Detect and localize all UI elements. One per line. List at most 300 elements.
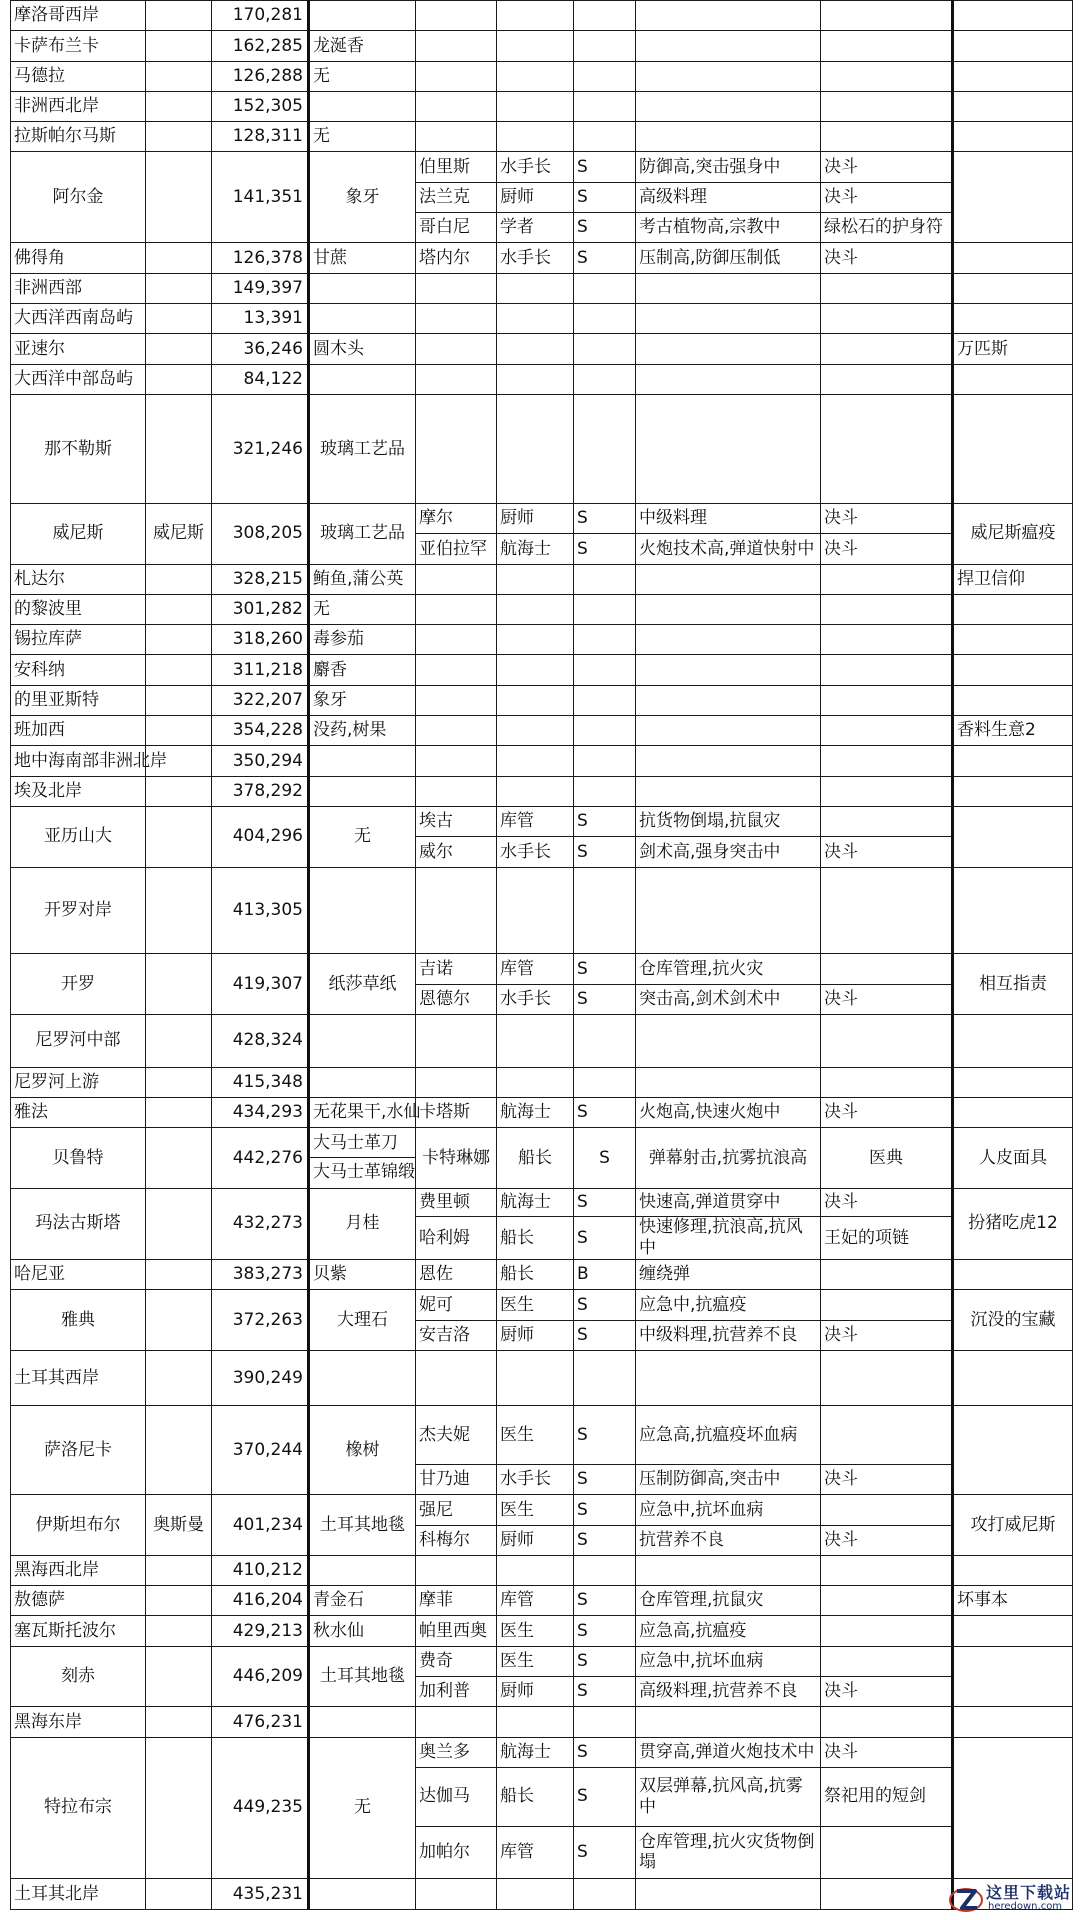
crew-grade-cell <box>574 1 636 31</box>
crew-name-cell: 加利普 <box>416 1677 497 1707</box>
event-cell <box>953 1406 1073 1495</box>
crew-grade-cell: S <box>574 1290 636 1320</box>
population-cell: 311,218 <box>212 655 309 685</box>
crew-role-cell: 航海士 <box>497 1097 574 1127</box>
crew-special-cell <box>821 625 953 655</box>
crew-special-cell <box>821 1259 953 1289</box>
crew-name-cell <box>416 625 497 655</box>
crew-role-cell <box>497 776 574 806</box>
crew-name-cell <box>416 746 497 776</box>
crew-grade-cell <box>574 1707 636 1737</box>
region-cell: 敖德萨 <box>11 1586 146 1616</box>
crew-special-cell: 王妃的项链 <box>821 1217 953 1260</box>
crew-role-cell <box>497 685 574 715</box>
city-cell <box>146 122 212 152</box>
crew-skill-cell: 应急中,抗坏血病 <box>636 1495 821 1525</box>
city-cell <box>146 685 212 715</box>
city-cell <box>146 364 212 394</box>
crew-special-cell: 决斗 <box>821 1464 953 1494</box>
crew-role-cell <box>497 1 574 31</box>
goods-cell: 鲔鱼,蒲公英 <box>309 564 416 594</box>
crew-role-cell: 水手长 <box>497 1464 574 1494</box>
population-cell: 301,282 <box>212 594 309 624</box>
goods-cell: 大理石 <box>309 1290 416 1351</box>
crew-special-cell <box>821 1495 953 1525</box>
crew-name-cell <box>416 1067 497 1097</box>
crew-grade-cell <box>574 334 636 364</box>
region-cell: 阿尔金 <box>11 152 146 243</box>
city-cell <box>146 1350 212 1406</box>
crew-name-cell: 亚伯拉罕 <box>416 534 497 564</box>
region-cell: 玛法古斯塔 <box>11 1188 146 1259</box>
crew-grade-cell: S <box>574 1586 636 1616</box>
table-row <box>11 152 1073 182</box>
crew-role-cell <box>497 716 574 746</box>
crew-name-cell <box>416 594 497 624</box>
table-row <box>11 1097 1073 1127</box>
crew-skill-cell <box>636 1879 821 1910</box>
crew-name-cell: 费奇 <box>416 1646 497 1676</box>
table-row <box>11 1616 1073 1646</box>
crew-skill-cell: 缠绕弹 <box>636 1259 821 1289</box>
crew-special-cell: 决斗 <box>821 182 953 212</box>
goods-line: 大马士革刀 <box>313 1132 398 1153</box>
region-cell: 特拉布宗 <box>11 1737 146 1878</box>
crew-grade-cell: S <box>574 182 636 212</box>
event-cell: 攻打威尼斯 <box>953 1495 1073 1556</box>
crew-name-cell: 强尼 <box>416 1495 497 1525</box>
region-cell: 亚速尔 <box>11 334 146 364</box>
event-cell <box>953 1097 1073 1127</box>
table-row <box>11 1555 1073 1585</box>
crew-skill-cell <box>636 655 821 685</box>
goods-cell: 圆木头 <box>309 334 416 364</box>
crew-special-cell <box>821 1 953 31</box>
crew-skill-cell: 火炮技术高,弹道快射中 <box>636 534 821 564</box>
population-cell: 413,305 <box>212 867 309 954</box>
population-cell: 126,378 <box>212 243 309 273</box>
goods-cell <box>309 364 416 394</box>
city-cell <box>146 1707 212 1737</box>
city-cell <box>146 564 212 594</box>
crew-special-cell <box>821 61 953 91</box>
crew-name-cell: 摩尔 <box>416 503 497 533</box>
city-cell <box>146 61 212 91</box>
city-cell <box>146 31 212 61</box>
crew-grade-cell: S <box>574 1188 636 1216</box>
region-cell: 黑海西北岸 <box>11 1555 146 1585</box>
goods-cell <box>309 1879 416 1910</box>
crew-special-cell: 决斗 <box>821 503 953 533</box>
crew-skill-cell: 贯穿高,弹道火炮技术中 <box>636 1737 821 1767</box>
crew-grade-cell: S <box>574 1217 636 1260</box>
table-row <box>11 806 1073 836</box>
crew-special-cell: 决斗 <box>821 984 953 1014</box>
crew-skill-cell: 仓库管理,抗火灾 <box>636 954 821 984</box>
table-row <box>11 1067 1073 1097</box>
event-cell: 沉没的宝藏 <box>953 1290 1073 1351</box>
crew-skill-cell <box>636 61 821 91</box>
crew-name-cell: 卡塔斯 <box>416 1097 497 1127</box>
city-cell <box>146 273 212 303</box>
crew-role-cell: 水手长 <box>497 152 574 182</box>
table-row <box>11 1406 1073 1465</box>
crew-skill-cell: 高级料理,抗营养不良 <box>636 1677 821 1707</box>
region-cell: 萨洛尼卡 <box>11 1406 146 1495</box>
population-cell: 322,207 <box>212 685 309 715</box>
city-cell <box>146 1646 212 1707</box>
crew-special-cell: 决斗 <box>821 152 953 182</box>
crew-skill-cell <box>636 1015 821 1068</box>
region-cell: 班加西 <box>11 716 146 746</box>
region-cell: 大西洋西南岛屿 <box>11 303 146 333</box>
city-cell <box>146 1015 212 1068</box>
goods-cell <box>309 746 416 776</box>
crew-special-cell: 绿松石的护身符 <box>821 213 953 243</box>
population-cell: 162,285 <box>212 31 309 61</box>
crew-special-cell: 决斗 <box>821 534 953 564</box>
city-cell <box>146 91 212 121</box>
crew-skill-cell: 应急中,抗坏血病 <box>636 1646 821 1676</box>
crew-special-cell: 决斗 <box>821 1097 953 1127</box>
table-row <box>11 1707 1073 1737</box>
crew-grade-cell: S <box>574 1677 636 1707</box>
goods-cell <box>309 776 416 806</box>
crew-name-cell <box>416 716 497 746</box>
crew-grade-cell <box>574 776 636 806</box>
goods-cell <box>309 1 416 31</box>
event-cell <box>953 776 1073 806</box>
population-cell: 321,246 <box>212 394 309 503</box>
event-cell <box>953 1737 1073 1878</box>
event-cell <box>953 1015 1073 1068</box>
crew-name-cell: 吉诺 <box>416 954 497 984</box>
region-cell: 黑海东岸 <box>11 1707 146 1737</box>
table-row <box>11 364 1073 394</box>
population-cell: 383,273 <box>212 1259 309 1289</box>
population-cell: 149,397 <box>212 273 309 303</box>
crew-skill-cell: 抗营养不良 <box>636 1525 821 1555</box>
crew-skill-cell: 抗货物倒塌,抗鼠灾 <box>636 806 821 836</box>
goods-cell: 土耳其地毯 <box>309 1646 416 1707</box>
goods-cell: 无花果干,水仙 <box>309 1097 416 1127</box>
goods-cell: 玻璃工艺品 <box>309 503 416 564</box>
goods-cell: 贝紫 <box>309 1259 416 1289</box>
region-cell: 卡萨布兰卡 <box>11 31 146 61</box>
crew-skill-cell: 快速高,弹道贯穿中 <box>636 1188 821 1216</box>
crew-special-cell: 决斗 <box>821 243 953 273</box>
crew-skill-cell <box>636 776 821 806</box>
crew-role-cell: 库管 <box>497 954 574 984</box>
region-cell: 尼罗河上游 <box>11 1067 146 1097</box>
population-cell: 476,231 <box>212 1707 309 1737</box>
crew-skill-cell <box>636 1 821 31</box>
event-cell <box>953 1616 1073 1646</box>
crew-skill-cell <box>636 1067 821 1097</box>
crew-name-cell <box>416 655 497 685</box>
population-cell: 419,307 <box>212 954 309 1015</box>
crew-role-cell <box>497 91 574 121</box>
city-cell <box>146 1097 212 1127</box>
crew-special-cell <box>821 1350 953 1406</box>
crew-name-cell <box>416 1707 497 1737</box>
crew-name-cell <box>416 394 497 503</box>
crew-special-cell: 决斗 <box>821 1737 953 1767</box>
crew-special-cell <box>821 746 953 776</box>
event-cell <box>953 394 1073 503</box>
table-row <box>11 1350 1073 1406</box>
crew-skill-cell <box>636 364 821 394</box>
city-cell <box>146 954 212 1015</box>
crew-skill-cell <box>636 334 821 364</box>
region-cell: 开罗 <box>11 954 146 1015</box>
region-cell: 雅典 <box>11 1290 146 1351</box>
crew-special-cell: 决斗 <box>821 1320 953 1350</box>
region-cell: 威尼斯 <box>11 503 146 564</box>
crew-special-cell <box>821 564 953 594</box>
event-cell <box>953 91 1073 121</box>
population-cell: 128,311 <box>212 122 309 152</box>
crew-skill-cell <box>636 91 821 121</box>
crew-role-cell <box>497 1350 574 1406</box>
population-cell: 446,209 <box>212 1646 309 1707</box>
region-cell: 地中海南部非洲北岸 <box>11 746 146 776</box>
crew-grade-cell: S <box>574 243 636 273</box>
crew-special-cell <box>821 1616 953 1646</box>
crew-role-cell: 医生 <box>497 1646 574 1676</box>
crew-role-cell <box>497 334 574 364</box>
goods-cell: 月桂 <box>309 1188 416 1259</box>
crew-name-cell <box>416 564 497 594</box>
crew-grade-cell: S <box>574 984 636 1014</box>
region-cell: 佛得角 <box>11 243 146 273</box>
goods-cell: 无 <box>309 806 416 867</box>
population-cell: 434,293 <box>212 1097 309 1127</box>
crew-name-cell <box>416 1015 497 1068</box>
event-cell: 香料生意2 <box>953 716 1073 746</box>
goods-cell <box>309 1555 416 1585</box>
crew-special-cell <box>821 394 953 503</box>
crew-special-cell: 医典 <box>821 1128 953 1189</box>
region-cell: 塞瓦斯托波尔 <box>11 1616 146 1646</box>
region-cell: 刻赤 <box>11 1646 146 1707</box>
event-cell <box>953 364 1073 394</box>
crew-name-cell <box>416 867 497 954</box>
table-row <box>11 776 1073 806</box>
event-cell <box>953 685 1073 715</box>
crew-role-cell <box>497 625 574 655</box>
crew-grade-cell: S <box>574 1616 636 1646</box>
city-cell <box>146 1259 212 1289</box>
region-cell: 伊斯坦布尔 <box>11 1495 146 1556</box>
crew-grade-cell: S <box>574 1097 636 1127</box>
crew-name-cell: 卡特琳娜 <box>416 1128 497 1189</box>
sheet-body <box>11 1 1073 1910</box>
event-cell <box>953 243 1073 273</box>
population-cell: 318,260 <box>212 625 309 655</box>
crew-skill-cell: 双层弹幕,抗风高,抗雾中 <box>636 1767 821 1826</box>
population-cell: 36,246 <box>212 334 309 364</box>
crew-grade-cell: S <box>574 503 636 533</box>
crew-grade-cell: S <box>574 534 636 564</box>
region-cell: 土耳其北岸 <box>11 1879 146 1910</box>
table-row <box>11 685 1073 715</box>
crew-skill-cell <box>636 1555 821 1585</box>
event-cell <box>953 1067 1073 1097</box>
crew-role-cell <box>497 564 574 594</box>
crew-name-cell: 埃古 <box>416 806 497 836</box>
crew-skill-cell <box>636 303 821 333</box>
crew-name-cell <box>416 334 497 364</box>
table-row <box>11 716 1073 746</box>
crew-grade-cell <box>574 1879 636 1910</box>
crew-role-cell: 航海士 <box>497 1188 574 1216</box>
crew-special-cell: 决斗 <box>821 1525 953 1555</box>
table-row <box>11 625 1073 655</box>
crew-name-cell: 科梅尔 <box>416 1525 497 1555</box>
crew-name-cell: 奥兰多 <box>416 1737 497 1767</box>
population-cell: 410,212 <box>212 1555 309 1585</box>
table-row <box>11 31 1073 61</box>
crew-special-cell <box>821 364 953 394</box>
city-cell <box>146 1067 212 1097</box>
goods-cell: 玻璃工艺品 <box>309 394 416 503</box>
region-cell: 开罗对岸 <box>11 867 146 954</box>
table-row <box>11 1128 1073 1189</box>
crew-role-cell: 水手长 <box>497 243 574 273</box>
event-cell <box>953 61 1073 91</box>
table-row <box>11 334 1073 364</box>
crew-grade-cell <box>574 685 636 715</box>
event-cell <box>953 655 1073 685</box>
event-cell: 万匹斯 <box>953 334 1073 364</box>
population-cell: 328,215 <box>212 564 309 594</box>
table-row <box>11 564 1073 594</box>
crew-name-cell: 加帕尔 <box>416 1826 497 1879</box>
crew-name-cell: 法兰克 <box>416 182 497 212</box>
crew-role-cell <box>497 1067 574 1097</box>
city-cell <box>146 1879 212 1910</box>
crew-grade-cell: S <box>574 1406 636 1465</box>
crew-skill-cell: 中级料理,抗营养不良 <box>636 1320 821 1350</box>
crew-grade-cell <box>574 1067 636 1097</box>
table-row <box>11 394 1073 503</box>
crew-role-cell <box>497 655 574 685</box>
event-cell: 捍卫信仰 <box>953 564 1073 594</box>
crew-special-cell <box>821 273 953 303</box>
event-cell <box>953 303 1073 333</box>
crew-skill-cell: 压制防御高,突击中 <box>636 1464 821 1494</box>
table-row <box>11 954 1073 984</box>
event-cell <box>953 273 1073 303</box>
crew-skill-cell: 仓库管理,抗鼠灾 <box>636 1586 821 1616</box>
crew-grade-cell <box>574 303 636 333</box>
watermark-subtitle: heredown.com <box>988 1901 1063 1912</box>
event-cell <box>953 625 1073 655</box>
city-cell <box>146 867 212 954</box>
region-cell: 亚历山大 <box>11 806 146 867</box>
goods-cell: 无 <box>309 1737 416 1878</box>
goods-cell <box>309 1067 416 1097</box>
population-cell: 308,205 <box>212 503 309 564</box>
city-cell <box>146 1 212 31</box>
region-cell: 埃及北岸 <box>11 776 146 806</box>
goods-cell: 毒参茄 <box>309 625 416 655</box>
city-cell <box>146 1128 212 1189</box>
crew-role-cell: 船长 <box>497 1767 574 1826</box>
city-cell <box>146 334 212 364</box>
crew-name-cell <box>416 91 497 121</box>
crew-role-cell <box>497 61 574 91</box>
crew-role-cell <box>497 746 574 776</box>
city-cell <box>146 243 212 273</box>
crew-name-cell <box>416 31 497 61</box>
crew-name-cell: 哈利姆 <box>416 1217 497 1260</box>
crew-skill-cell <box>636 685 821 715</box>
event-cell: 扮猪吃虎12 <box>953 1188 1073 1259</box>
crew-grade-cell: S <box>574 213 636 243</box>
city-cell <box>146 625 212 655</box>
table-row <box>11 273 1073 303</box>
population-cell: 84,122 <box>212 364 309 394</box>
crew-grade-cell: S <box>574 806 636 836</box>
crew-name-cell: 安吉洛 <box>416 1320 497 1350</box>
population-cell: 404,296 <box>212 806 309 867</box>
crew-name-cell <box>416 303 497 333</box>
population-cell: 432,273 <box>212 1188 309 1259</box>
crew-grade-cell: S <box>574 1128 636 1189</box>
crew-name-cell <box>416 1 497 31</box>
crew-name-cell: 费里顿 <box>416 1188 497 1216</box>
crew-name-cell: 恩德尔 <box>416 984 497 1014</box>
crew-skill-cell: 剑术高,强身突击中 <box>636 837 821 867</box>
region-cell: 札达尔 <box>11 564 146 594</box>
crew-grade-cell <box>574 564 636 594</box>
crew-role-cell: 医生 <box>497 1616 574 1646</box>
table-row <box>11 1646 1073 1676</box>
event-cell <box>953 746 1073 776</box>
city-cell <box>146 1290 212 1351</box>
goods-cell <box>309 91 416 121</box>
city-cell <box>146 1555 212 1585</box>
crew-role-cell: 厨师 <box>497 182 574 212</box>
goods-cell: 秋水仙 <box>309 1616 416 1646</box>
crew-grade-cell: S <box>574 1320 636 1350</box>
goods-cell <box>309 303 416 333</box>
crew-skill-cell <box>636 273 821 303</box>
crew-grade-cell <box>574 61 636 91</box>
table-row <box>11 303 1073 333</box>
crew-special-cell <box>821 1555 953 1585</box>
crew-role-cell <box>497 303 574 333</box>
event-cell: 坏事本 <box>953 1586 1073 1616</box>
table-row <box>11 746 1073 776</box>
crew-skill-cell <box>636 122 821 152</box>
event-cell <box>953 594 1073 624</box>
watermark-logo-icon <box>948 1880 984 1916</box>
table-row <box>11 1188 1073 1216</box>
goods-cell: 龙涎香 <box>309 31 416 61</box>
crew-grade-cell: S <box>574 1737 636 1767</box>
city-cell <box>146 1406 212 1495</box>
crew-special-cell <box>821 1290 953 1320</box>
population-cell: 350,294 <box>212 746 309 776</box>
population-cell: 428,324 <box>212 1015 309 1068</box>
crew-grade-cell <box>574 31 636 61</box>
city-cell <box>146 1737 212 1878</box>
goods-cell: 橡树 <box>309 1406 416 1495</box>
crew-skill-cell <box>636 716 821 746</box>
